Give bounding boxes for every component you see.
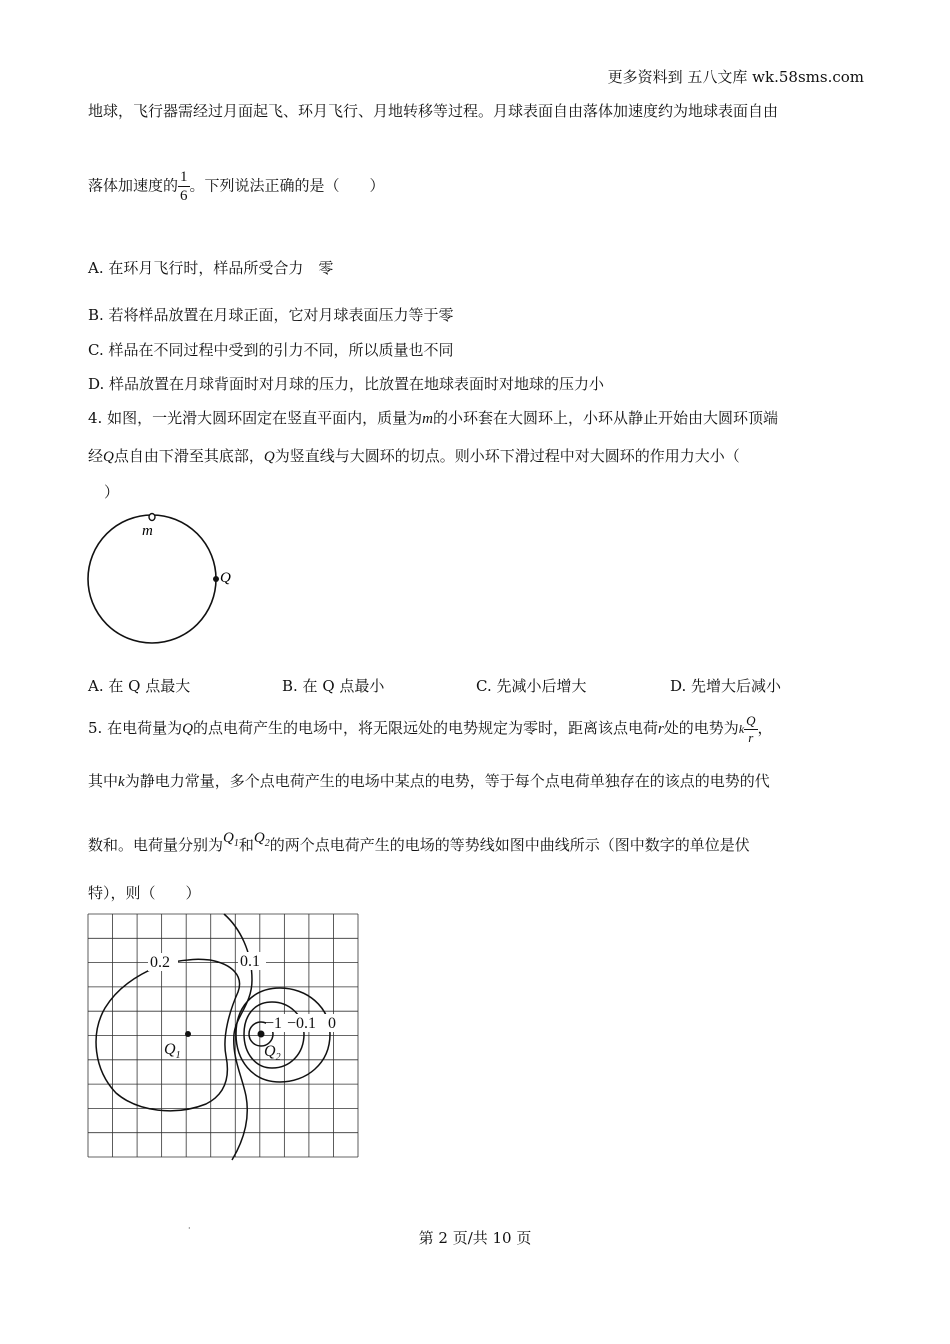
equipotential-figure xyxy=(80,908,370,1164)
page-number: 第 2 页/共 10 页 xyxy=(418,1229,532,1247)
q4-line1 xyxy=(88,407,778,428)
q4-line1-a: 4. 如图，一光滑大圆环固定在竖直平面内，质量为 xyxy=(88,409,423,427)
q3-option-a: A. 在环月飞行时，样品所受合力 零 xyxy=(88,259,334,277)
label-q: Q xyxy=(220,570,231,586)
q5-line3 xyxy=(88,830,750,855)
q5-q1-symbol xyxy=(223,830,239,849)
q5-line1 xyxy=(88,708,773,748)
q5-q2-symbol xyxy=(253,830,270,849)
q3-option-b: B. 若将样品放置在月球正面，它对月球表面压力等于零 xyxy=(88,306,454,324)
q5-q2-subscript: 2 xyxy=(264,838,270,849)
q3-line1: 地球，飞行器需经过月面起飞、环月飞行、月地转移等过程。月球表面自由落体加速度约为地球表面自由 xyxy=(88,102,779,120)
label-0.2: 0.2 xyxy=(150,954,170,971)
q4-line1-b: 的小环套在大圆环上，小环从静止开始由大圆环顶端 xyxy=(432,409,778,427)
potential-fraction xyxy=(744,713,757,746)
small-ring xyxy=(149,514,155,521)
q3-option-c: C. 样品在不同过程中受到的引力不同，所以质量也不同 xyxy=(88,341,454,359)
q5-line1-a: 5. 在电荷量为 xyxy=(88,719,183,737)
q4-option-d: D. 先增大后减小 xyxy=(670,677,782,695)
watermark-header: 更多资料到 五八文库 wk.58sms.com xyxy=(607,68,864,86)
q5-r-symbol: r xyxy=(657,721,664,737)
q4-line2 xyxy=(88,445,740,466)
q5-line2 xyxy=(88,770,770,791)
q5-line3-a: 数和。电荷量分别为 xyxy=(88,836,224,854)
q3-option-d: D. 样品放置在月球背面时对月球的压力，比放置在地球表面时对地球的压力小 xyxy=(88,375,605,393)
q4-option-a: A. 在 Q 点最大 xyxy=(88,677,191,695)
q4-q-symbol: Q xyxy=(103,449,114,465)
q5-line2-a: 其中 xyxy=(88,772,119,790)
potential-k: k xyxy=(738,722,745,736)
q3-line2-prefix: 落体加速度的 xyxy=(88,176,179,195)
q5-line1-c: 处的电势为 xyxy=(663,719,739,737)
q3-line2-suffix: 。下列说法正确的是（ ） xyxy=(189,176,385,195)
label-minus-1: −1 xyxy=(265,1015,283,1032)
fraction-numerator: 1 xyxy=(180,169,188,185)
charge-q2-point xyxy=(258,1031,265,1038)
q4-line2-b: 点自由下滑至其底部， xyxy=(113,447,264,465)
label-0.1: 0.1 xyxy=(240,953,260,970)
fraction-denominator: 6 xyxy=(180,188,188,204)
equipotential-lines xyxy=(96,914,330,1160)
q5-line3-b: 和 xyxy=(238,836,254,854)
q4-line3: ） xyxy=(104,483,120,501)
q3-line2 xyxy=(88,168,385,205)
contour-0.2 xyxy=(96,959,239,1111)
fraction-one-sixth xyxy=(178,168,190,205)
q4-option-b: B. 在 Q 点最小 xyxy=(282,677,385,695)
point-q xyxy=(213,576,219,582)
label-0: 0 xyxy=(328,1015,336,1032)
potential-denominator: r xyxy=(748,729,754,745)
q5-q1-subscript: 1 xyxy=(233,838,239,849)
q4-line2-c: 为竖直线与大圆环的切点。则小环下滑过程中对大圆环的作用力大小（ xyxy=(274,447,740,465)
q5-line2-b: 为静电力常量，多个点电荷产生的电场中某点的电势，等于每个点电荷单独存在的该点的电势的代 xyxy=(124,772,770,790)
label-minus-0.1: −0.1 xyxy=(287,1015,317,1032)
charge-q1-point xyxy=(185,1031,191,1037)
q5-q2-letter: Q xyxy=(253,830,265,846)
q4-q-symbol-2: Q xyxy=(263,449,275,465)
grid xyxy=(88,914,358,1157)
q4-option-c: C. 先减小后增大 xyxy=(476,677,587,695)
q5-line1-d: ， xyxy=(757,719,773,737)
label-m: m xyxy=(142,523,153,539)
q4-line2-a: 经 xyxy=(88,447,104,465)
q5-line1-b: 的点电荷产生的电场中，将无限远处的电势规定为零时，距离该点电荷 xyxy=(192,719,658,737)
q5-line4: 特），则（ ） xyxy=(88,884,201,902)
label-q2: $Q_2$ xyxy=(264,1043,281,1063)
q4-mass-symbol: m xyxy=(422,411,433,427)
q5-line3-c: 的两个点电荷产生的电场的等势线如图中曲线所示（图中数字的单位是伏 xyxy=(269,836,750,854)
contour-0 xyxy=(236,988,330,1082)
label-q1: $Q_1$ xyxy=(164,1041,181,1061)
potential-numerator: Q xyxy=(746,712,756,728)
q5-q-symbol: Q xyxy=(182,721,193,737)
q5-q1-letter: Q xyxy=(223,830,234,846)
ring-figure xyxy=(80,505,250,655)
q5-k-symbol: k xyxy=(118,774,125,790)
contour-0.1 xyxy=(224,914,252,1160)
footer-dot: · xyxy=(188,1224,191,1233)
